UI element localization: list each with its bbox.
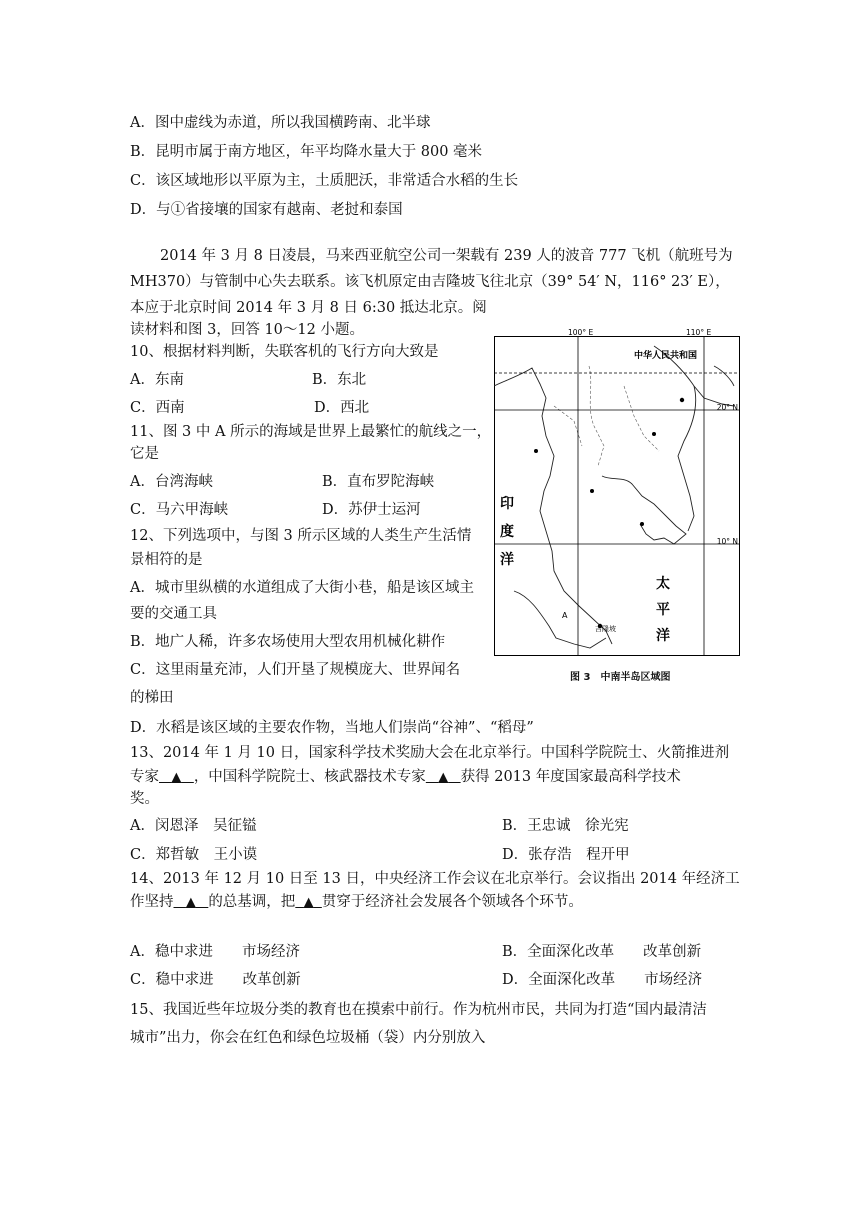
q13-stem-2a: 专家 bbox=[130, 769, 159, 785]
city-dot bbox=[640, 522, 644, 526]
label-indian-ocean-2: 度 bbox=[500, 524, 514, 540]
q12-option-a-1: A．城市里纵横的水道组成了大街小巷，船是该区域主 bbox=[130, 580, 474, 596]
q10-option-a: A．东南 bbox=[130, 372, 184, 388]
material-line-2: MH370）与管制中心失去联系。该飞机原定由吉隆坡飞往北京（39° 54′ N，116° 23′ E）， bbox=[130, 274, 730, 290]
label-100e: 100° E bbox=[568, 328, 594, 337]
q14-stem-2 bbox=[130, 892, 583, 913]
q13-stem-3: 奖。 bbox=[130, 791, 159, 807]
label-pacific-3: 洋 bbox=[656, 628, 670, 644]
q13-option-a: A．闵恩泽 吴征镒 bbox=[130, 818, 257, 834]
q14-option-b: B．全面深化改革 改革创新 bbox=[502, 944, 702, 960]
q10-option-b: B．东北 bbox=[312, 372, 367, 388]
label-110e: 110° E bbox=[686, 328, 712, 337]
material-line-4: 读材料和图 3，回答 10～12 小题。 bbox=[130, 322, 364, 338]
city-dot bbox=[680, 398, 684, 402]
q11-option-b: B．直布罗陀海峡 bbox=[322, 474, 435, 490]
label-kuala-lumpur: 吉隆坡 bbox=[595, 625, 616, 633]
material-line-3: 本应于北京时间 2014 年 3 月 8 日 6:30 抵达北京。阅 bbox=[130, 300, 487, 316]
q11-option-d: D．苏伊士运河 bbox=[322, 502, 421, 518]
label-20n: 20° N bbox=[716, 403, 738, 412]
q14-option-d: D．全面深化改革 市场经济 bbox=[502, 972, 703, 988]
q13-stem-2b: ，中国科学院院士、核武器技术专家 bbox=[193, 769, 426, 785]
q15-stem-2: 城市”出力，你会在红色和绿色垃圾桶（袋）内分别放入 bbox=[130, 1030, 486, 1046]
q10-option-c: C．西南 bbox=[130, 400, 185, 416]
label-a: A bbox=[562, 611, 568, 620]
city-dot bbox=[534, 449, 538, 453]
q13-option-c: C．郑哲敏 王小谟 bbox=[130, 847, 258, 863]
q14-blank-2: ▲ bbox=[303, 895, 314, 910]
material-line-1: 2014 年 3 月 8 日凌晨，马来西亚航空公司一架载有 239 人的波音 777 飞机（航班号为 bbox=[160, 248, 733, 264]
q12-option-c-1: C．这里雨量充沛，人们开垦了规模庞大、世界闻名 bbox=[130, 662, 461, 678]
q13-blank-1: ▲ bbox=[171, 770, 182, 785]
q12-option-b: B．地广人稀，许多农场使用大型农用机械化耕作 bbox=[130, 634, 446, 650]
city-dot bbox=[590, 489, 594, 493]
q12-stem-2: 景相符的是 bbox=[130, 552, 203, 568]
label-china: 中华人民共和国 bbox=[634, 351, 698, 361]
map-frame bbox=[495, 337, 740, 656]
q10-stem: 10、根据材料判断，失联客机的飞行方向大致是 bbox=[130, 344, 439, 360]
q13-stem-1: 13、2014 年 1 月 10 日，国家科学技术奖励大会在北京举行。中国科学院院士、火箭推进剂 bbox=[130, 745, 730, 761]
q13-blank-2: ▲ bbox=[438, 770, 449, 785]
q9-option-a: A．图中虚线为赤道，所以我国横跨南、北半球 bbox=[130, 115, 431, 131]
q11-option-a: A．台湾海峡 bbox=[130, 474, 213, 490]
q12-option-d: D．水稻是该区域的主要农作物，当地人们崇尚“谷神”、“稻母” bbox=[130, 720, 534, 736]
q15-stem-1: 15、我国近些年垃圾分类的教育也在摸索中前行。作为杭州市民，共同为打造“国内最清洁 bbox=[130, 1002, 707, 1018]
q9-option-b: B．昆明市属于南方地区，年平均降水量大于 800 毫米 bbox=[130, 144, 483, 160]
q12-stem-1: 12、下列选项中，与图 3 所示区域的人类生产生活情 bbox=[130, 528, 472, 544]
q12-option-a-2: 要的交通工具 bbox=[130, 606, 217, 622]
label-indian-ocean-1: 印 bbox=[500, 496, 514, 512]
q13-option-b: B．王忠诚 徐光宪 bbox=[502, 818, 629, 834]
map-caption: 图 3 中南半岛区域图 bbox=[570, 672, 671, 683]
q12-option-c-2: 的梯田 bbox=[130, 690, 174, 706]
q11-stem-2: 它是 bbox=[130, 446, 159, 462]
q14-blank-1: ▲ bbox=[185, 895, 196, 910]
label-pacific-1: 太 bbox=[656, 576, 670, 592]
q14-option-c: C．稳中求进 改革创新 bbox=[130, 972, 301, 988]
q14-stem-2a: 作坚持 bbox=[130, 894, 174, 910]
q13-option-d: D．张存浩 程开甲 bbox=[502, 847, 630, 863]
q14-option-a: A．稳中求进 市场经济 bbox=[130, 944, 300, 960]
q11-option-c: C．马六甲海峡 bbox=[130, 502, 229, 518]
q9-option-d: D．与①省接壤的国家有越南、老挝和泰国 bbox=[130, 202, 403, 218]
q14-stem-1: 14、2013 年 12 月 10 日至 13 日，中央经济工作会议在北京举行。会议指出 2014 年经济工 bbox=[130, 871, 740, 887]
q13-stem-2c: 获得 2013 年度国家最高科学技术 bbox=[460, 769, 681, 785]
label-indian-ocean-3: 洋 bbox=[500, 552, 514, 568]
q9-option-c: C．该区域地形以平原为主，土质肥沃，非常适合水稻的生长 bbox=[130, 173, 519, 189]
label-10n: 10° N bbox=[716, 537, 738, 546]
q10-option-d: D．西北 bbox=[314, 400, 370, 416]
q11-stem-1: 11、图 3 中 A 所示的海域是世界上最繁忙的航线之一， bbox=[130, 424, 492, 440]
q13-stem-2 bbox=[130, 767, 681, 788]
label-pacific-2: 平 bbox=[656, 602, 670, 618]
q14-stem-2c: 贯穿于经济社会发展各个领域各个环节。 bbox=[321, 894, 583, 910]
q14-stem-2b: 的总基调，把 bbox=[208, 894, 296, 910]
city-dot bbox=[652, 432, 656, 436]
indochina-map bbox=[494, 326, 740, 656]
